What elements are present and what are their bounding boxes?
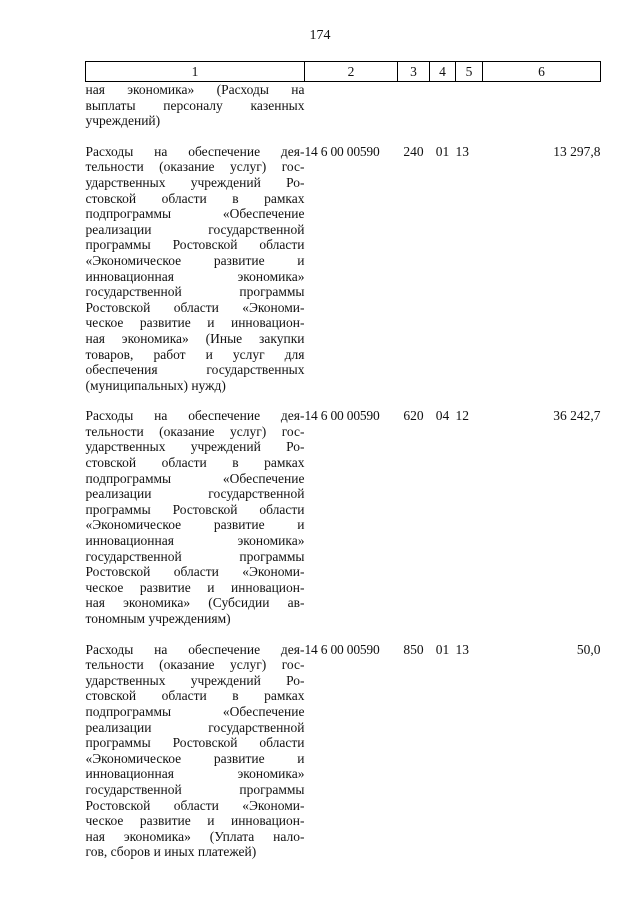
description-line: подпрограммы «Обеспечение xyxy=(85,703,305,719)
description-line: инновационная экономика» xyxy=(85,533,305,549)
description-line: Ростовской области «Экономи- xyxy=(85,299,305,315)
header-row xyxy=(86,62,601,82)
amount: 13 297,8 xyxy=(553,143,601,159)
subsection-code: 12 xyxy=(455,408,469,424)
description-line: инновационная экономика» xyxy=(85,766,305,782)
description-line: Расходы на обеспечение дея- xyxy=(85,408,305,424)
section-code: 01 xyxy=(435,143,450,159)
description-line: учреждений) xyxy=(85,113,161,129)
description-line: (муниципальных) нужд) xyxy=(85,377,226,393)
description-line: тельности (оказание услуг) гос- xyxy=(85,159,305,175)
row-description xyxy=(86,393,305,626)
row-description xyxy=(86,627,305,860)
description-line: реализации государственной xyxy=(85,486,305,502)
description-line: ческое развитие и инновацион- xyxy=(85,315,305,331)
header-col-2: 2 xyxy=(305,62,398,82)
description-line: «Экономическое развитие и xyxy=(85,750,305,766)
description-line: Ростовской области «Экономи- xyxy=(85,797,305,813)
expense-type-code: 240 xyxy=(403,143,424,159)
subsection-code: 13 xyxy=(455,143,469,159)
header-col-3: 3 xyxy=(398,62,430,82)
amount: 36 242,7 xyxy=(553,408,601,424)
description-line: ударственных учреждений Ро- xyxy=(85,439,305,455)
expense-type-code: 620 xyxy=(403,408,424,424)
description-line: реализации государственной xyxy=(85,221,305,237)
description-line: ная экономика» (Иные закупки xyxy=(85,330,305,346)
header-col-6: 6 xyxy=(483,62,601,82)
header-col-4: 4 xyxy=(430,62,456,82)
description-line: ная экономика» (Расходы на xyxy=(85,82,305,97)
description-line: государственной программы xyxy=(85,548,305,564)
description-line: инновационная экономика» xyxy=(85,268,305,284)
header-col-1: 1 xyxy=(86,62,305,82)
section-code: 04 xyxy=(435,408,450,424)
description-line: Расходы на обеспечение дея- xyxy=(85,641,305,657)
table-row xyxy=(86,627,601,860)
header-col-5: 5 xyxy=(456,62,483,82)
description-line: «Экономическое развитие и xyxy=(85,517,305,533)
target-article-code: 14 6 00 00590 xyxy=(304,143,380,159)
description-line: тельности (оказание услуг) гос- xyxy=(85,423,305,439)
expense-type-code: 850 xyxy=(403,641,424,657)
table-row xyxy=(86,393,601,626)
description-line: товаров, работ и услуг для xyxy=(85,346,305,362)
table-body xyxy=(86,82,601,860)
description-line: ударственных учреждений Ро- xyxy=(85,174,305,190)
section-code: 01 xyxy=(435,641,450,657)
target-article-code: 14 6 00 00590 xyxy=(304,408,380,424)
description-line: подпрограммы «Обеспечение xyxy=(85,470,305,486)
description-line: программы Ростовской области xyxy=(85,501,305,517)
description-line: тономным учреждениям) xyxy=(85,611,231,626)
description-line: тельности (оказание услуг) гос- xyxy=(85,657,305,673)
description-line: государственной программы xyxy=(85,284,305,300)
description-line: стовской области в рамках xyxy=(85,190,305,206)
description-line: Ростовской области «Экономи- xyxy=(85,564,305,580)
description-line: гов, сборов и иных платежей) xyxy=(85,844,257,860)
amount: 50,0 xyxy=(576,641,601,657)
description-line: стовской области в рамках xyxy=(85,688,305,704)
description-line: выплаты персоналу казенных xyxy=(85,97,305,113)
target-article-code: 14 6 00 00590 xyxy=(304,641,380,657)
description-line: ная экономика» (Уплата нало- xyxy=(85,828,305,844)
table-row-continuation xyxy=(86,82,601,129)
page-number: 174 xyxy=(309,28,331,43)
description-line: государственной программы xyxy=(85,781,305,797)
description-line: ческое развитие и инновацион- xyxy=(85,813,305,829)
subsection-code: 13 xyxy=(455,641,469,657)
description-line: ческое развитие и инновацион- xyxy=(85,579,305,595)
table-row xyxy=(86,129,601,394)
description-line: программы Ростовской области xyxy=(85,735,305,751)
description-line: ударственных учреждений Ро- xyxy=(85,672,305,688)
description-line: подпрограммы «Обеспечение xyxy=(85,206,305,222)
table-header xyxy=(86,62,601,82)
description-line: реализации государственной xyxy=(85,719,305,735)
description-line: обеспечения государственных xyxy=(85,362,305,378)
description-line: стовской области в рамках xyxy=(85,455,305,471)
description-line: программы Ростовской области xyxy=(85,237,305,253)
row-description xyxy=(86,129,305,394)
description-line: «Экономическое развитие и xyxy=(85,252,305,268)
description-line: Расходы на обеспечение дея- xyxy=(85,143,305,159)
description-line: ная экономика» (Субсидии ав- xyxy=(85,595,305,611)
budget-table xyxy=(85,61,601,860)
row-description xyxy=(86,82,305,129)
